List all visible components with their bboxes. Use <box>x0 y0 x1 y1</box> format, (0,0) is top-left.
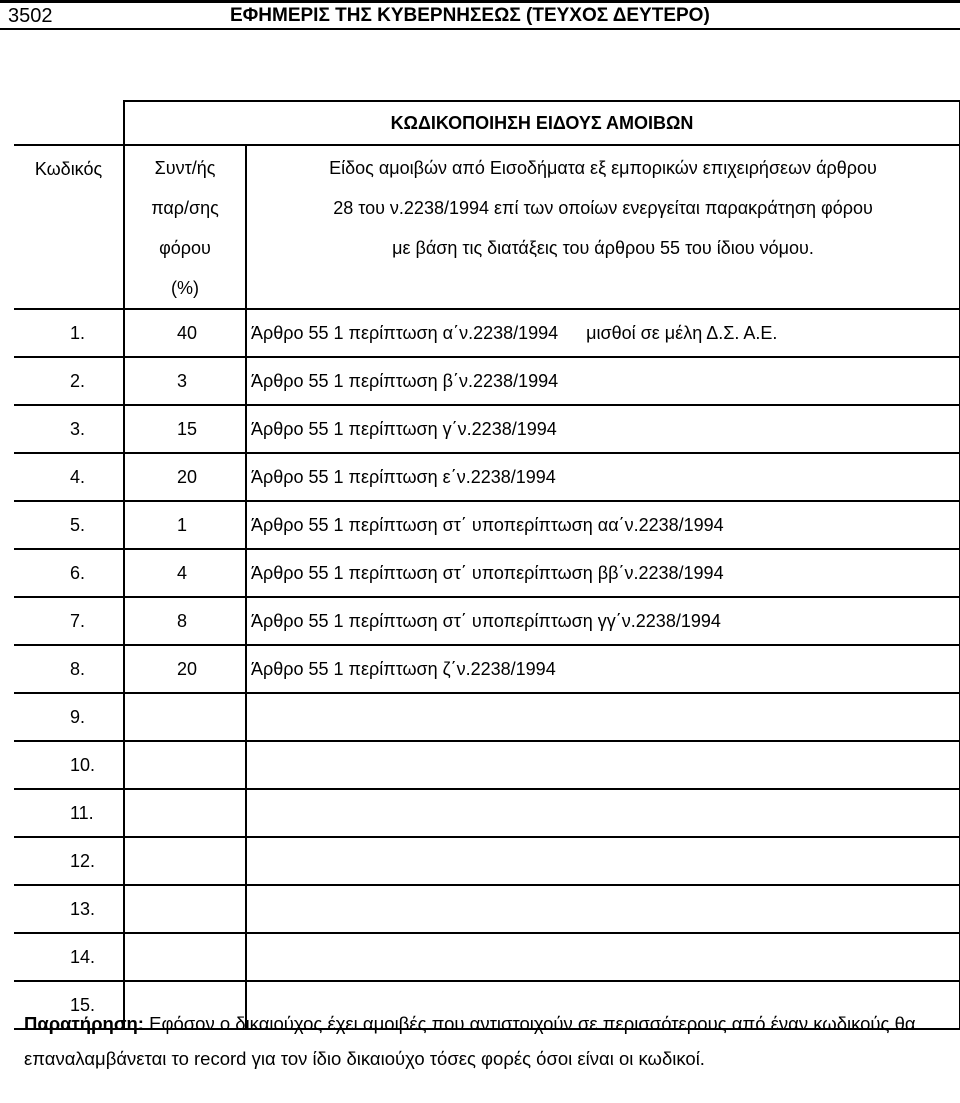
observation-text: Εφόσον ο δικαιούχος έχει αμοιβές που αντιστοιχούν σε περισσότερους από έναν κωδικούς θα επαναλαμβάνεται το record για τον ίδιο δικαιούχο τόσες φορές όσοι είναι οι κωδικοί. <box>24 1013 916 1069</box>
row-code: 9. <box>14 693 124 741</box>
row-note: μισθοί σε μέλη Δ.Σ. Α.Ε. <box>586 323 778 343</box>
page-number: 3502 <box>8 5 53 27</box>
row-rate: 1 <box>124 501 246 549</box>
row-description <box>246 885 960 933</box>
row-rate <box>124 741 246 789</box>
row-code: 12. <box>14 837 124 885</box>
row-description-text: Άρθρο 55 1 περίπτωση στ΄ υποπερίπτωση γγ΄ν.2238/1994 <box>251 611 721 631</box>
row-description <box>246 933 960 981</box>
row-description <box>246 837 960 885</box>
row-code: 6. <box>14 549 124 597</box>
row-code: 1. <box>14 309 124 357</box>
row-code: 11. <box>14 789 124 837</box>
table-row <box>14 405 960 453</box>
row-description <box>246 453 960 501</box>
row-description-text: Άρθρο 55 1 περίπτωση β΄ν.2238/1994 <box>251 371 559 391</box>
table-row <box>14 357 960 405</box>
gazette-title: ΕΦΗΜΕΡΙΣ ΤΗΣ ΚΥΒΕΡΝΗΣΕΩΣ (ΤΕΥΧΟΣ ΔΕΥΤΕΡΟ) <box>230 5 710 26</box>
row-description <box>246 357 960 405</box>
observation-note <box>24 1006 924 1076</box>
row-description-text: Άρθρο 55 1 περίπτωση στ΄ υποπερίπτωση αα΄ν.2238/1994 <box>251 515 724 535</box>
row-rate: 4 <box>124 549 246 597</box>
fee-codes-table <box>14 100 960 1030</box>
table-caption-row <box>14 101 960 145</box>
row-description <box>246 645 960 693</box>
caption-spacer <box>14 101 124 145</box>
row-rate: 3 <box>124 357 246 405</box>
row-code: 4. <box>14 453 124 501</box>
table-row <box>14 309 960 357</box>
table-row <box>14 789 960 837</box>
row-description <box>246 693 960 741</box>
table-row <box>14 885 960 933</box>
row-rate: 20 <box>124 453 246 501</box>
row-description-text: Άρθρο 55 1 περίπτωση ε΄ν.2238/1994 <box>251 467 556 487</box>
row-code: 2. <box>14 357 124 405</box>
row-code: 14. <box>14 933 124 981</box>
row-code: 5. <box>14 501 124 549</box>
table-row <box>14 837 960 885</box>
row-code: 15. <box>14 981 124 1029</box>
row-code: 10. <box>14 741 124 789</box>
row-description-text: Άρθρο 55 1 περίπτωση ζ΄ν.2238/1994 <box>251 659 556 679</box>
row-rate <box>124 885 246 933</box>
table-row <box>14 933 960 981</box>
row-description <box>246 597 960 645</box>
row-code: 3. <box>14 405 124 453</box>
table-row <box>14 597 960 645</box>
row-code: 13. <box>14 885 124 933</box>
row-description <box>246 549 960 597</box>
row-rate: 8 <box>124 597 246 645</box>
col-rate-header: Συντ/ής παρ/σης φόρου (%) <box>124 145 246 309</box>
page-header <box>0 0 960 30</box>
row-description <box>246 501 960 549</box>
row-description <box>246 405 960 453</box>
row-description <box>246 789 960 837</box>
row-rate: 15 <box>124 405 246 453</box>
col-desc-header: Είδος αμοιβών από Εισοδήματα εξ εμπορικών επιχειρήσεων άρθρου 28 του ν.2238/1994 επί των οποίων ενεργείται παρακράτηση φόρου με βάση τις διατάξεις του άρθρου 55 του ίδιου νόμου. <box>246 145 960 309</box>
table-row <box>14 693 960 741</box>
row-description-text: Άρθρο 55 1 περίπτωση α΄ν.2238/1994 <box>251 323 559 343</box>
row-description-text: Άρθρο 55 1 περίπτωση γ΄ν.2238/1994 <box>251 419 557 439</box>
col-code-header: Κωδικός <box>14 145 124 309</box>
row-rate <box>124 837 246 885</box>
row-description <box>246 741 960 789</box>
row-rate <box>124 693 246 741</box>
table-row <box>14 453 960 501</box>
table-row <box>14 645 960 693</box>
table-row <box>14 741 960 789</box>
table-row <box>14 549 960 597</box>
row-description-text: Άρθρο 55 1 περίπτωση στ΄ υποπερίπτωση ββ΄ν.2238/1994 <box>251 563 724 583</box>
table-row <box>14 501 960 549</box>
row-rate <box>124 789 246 837</box>
table-caption: ΚΩΔΙΚΟΠΟΙΗΣΗ ΕΙΔΟΥΣ ΑΜΟΙΒΩΝ <box>124 101 960 145</box>
row-code: 7. <box>14 597 124 645</box>
table-header-row <box>14 145 960 309</box>
row-rate: 40 <box>124 309 246 357</box>
row-rate <box>124 933 246 981</box>
row-rate: 20 <box>124 645 246 693</box>
row-code: 8. <box>14 645 124 693</box>
observation-label: Παρατήρηση: <box>24 1013 144 1034</box>
row-description <box>246 309 960 357</box>
